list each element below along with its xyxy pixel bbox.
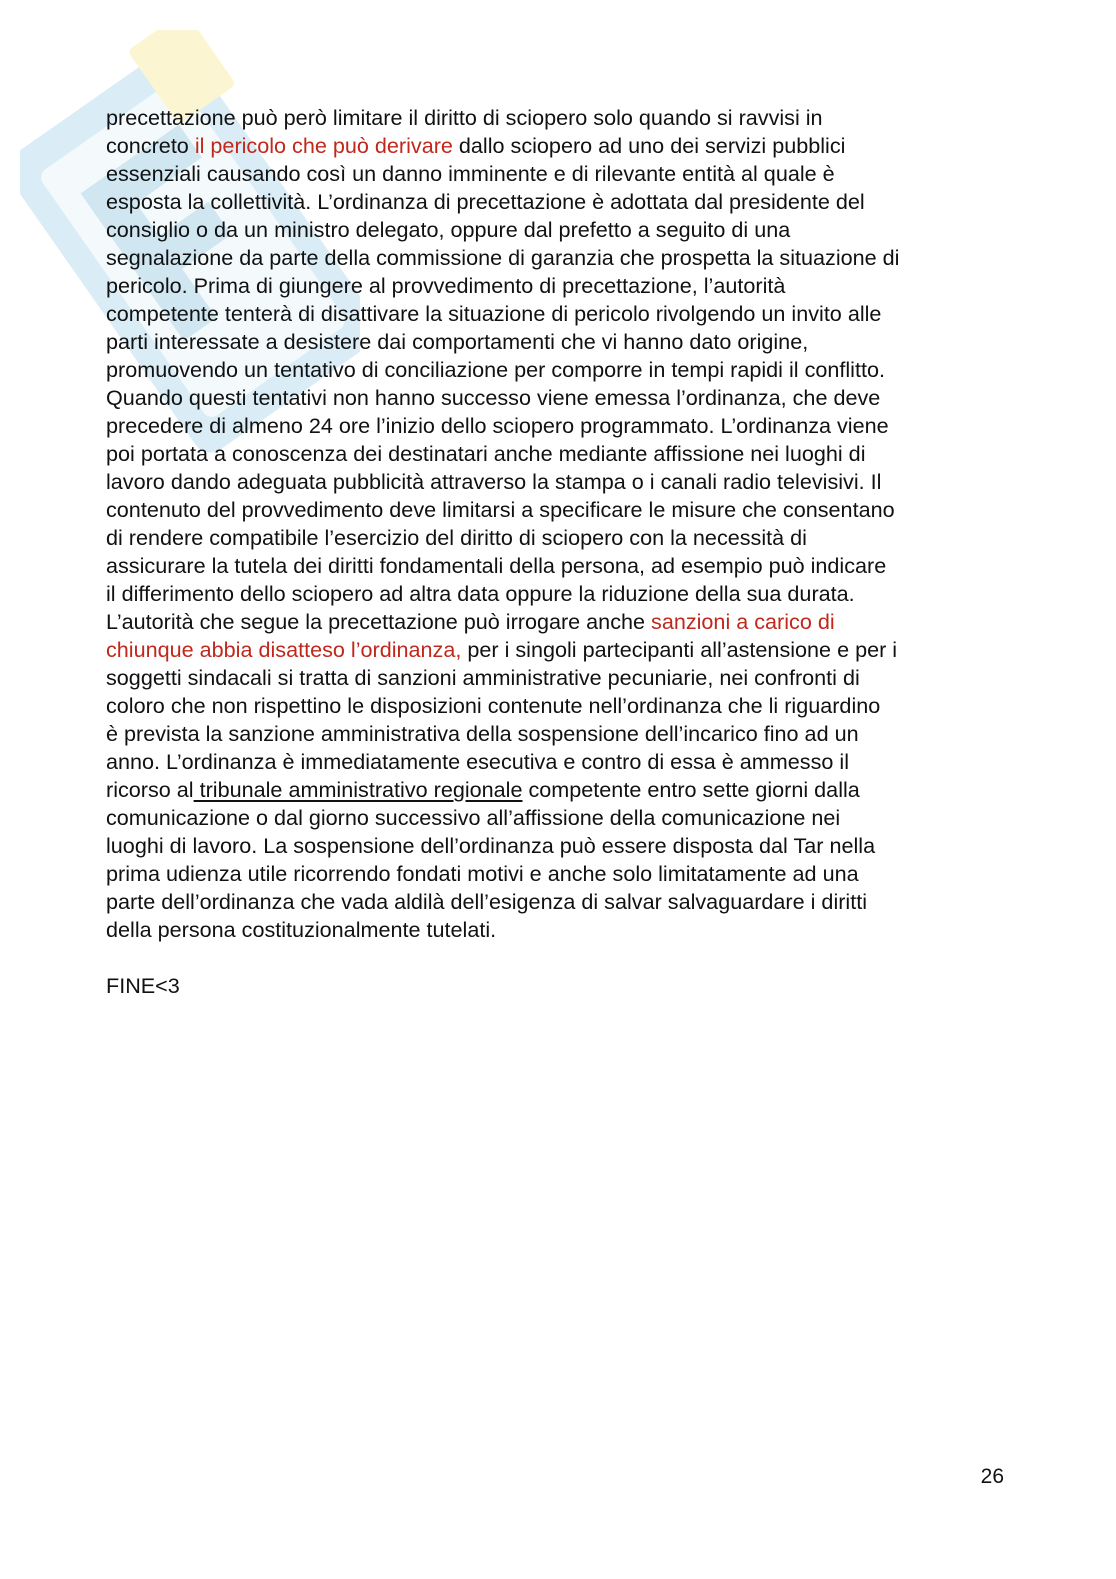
text-line: della persona costituzionalmente tutelati. bbox=[106, 917, 497, 943]
text-line: parte dell’ordinanza che vada aldilà dell’esigenza di salvar salvaguardare i diritti bbox=[106, 889, 868, 915]
text-line: esposta la collettività. L’ordinanza di precettazione è adottata dal presidente del bbox=[106, 189, 865, 215]
text-line: prima udienza utile ricorrendo fondati motivi e anche solo limitatamente ad una bbox=[106, 861, 859, 887]
text-line: coloro che non rispettino le disposizioni contenute nell’ordinanza che li riguardino bbox=[106, 693, 881, 719]
text-line: precettazione può però limitare il diritto di sciopero solo quando si ravvisi in bbox=[106, 105, 823, 130]
text-line: luoghi di lavoro. La sospensione dell’ordinanza può essere disposta dal Tar nella bbox=[106, 833, 876, 859]
text-line: essenziali causando così un danno imminente e di rilevante entità al quale è bbox=[106, 161, 835, 187]
text-line: anno. L’ordinanza è immediatamente esecutiva e contro di essa è ammesso il bbox=[106, 749, 849, 775]
text-line: chiunque abbia disatteso l’ordinanza, per i singoli partecipanti all’astensione e per i bbox=[106, 637, 898, 663]
highlighted-phrase: chiunque abbia disatteso l’ordinanza, bbox=[106, 637, 462, 663]
text-line: L’autorità che segue la precettazione può irrogare anche sanzioni a carico di bbox=[106, 609, 835, 635]
text-line: è prevista la sanzione amministrativa della sospensione dell’incarico fino ad un bbox=[106, 721, 859, 747]
underlined-phrase: tribunale amministrativo regionale bbox=[193, 777, 523, 803]
closing-text: FINE<3 bbox=[106, 973, 180, 998]
body-paragraph bbox=[106, 104, 1011, 944]
text-line: precedere di almeno 24 ore l’inizio dello sciopero programmato. L’ordinanza viene bbox=[106, 413, 889, 439]
page-number: 26 bbox=[980, 1465, 1004, 1488]
text-line: concreto il pericolo che può derivare dallo sciopero ad uno dei servizi pubblici bbox=[106, 133, 846, 159]
text-line: di rendere compatibile l’esercizio del diritto di sciopero con la necessità di bbox=[106, 525, 807, 551]
text-line: promuovendo un tentativo di conciliazione per comporre in tempi rapidi il conflitto. bbox=[106, 357, 885, 383]
text-line: comunicazione o dal giorno successivo all’affissione della comunicazione nei bbox=[106, 805, 841, 831]
text-line: assicurare la tutela dei diritti fondamentali della persona, ad esempio può indicare bbox=[106, 553, 887, 579]
text-line: ricorso al tribunale amministrativo regionale competente entro sette giorni dalla bbox=[106, 777, 860, 803]
text-line: contenuto del provvedimento deve limitarsi a specificare le misure che consentano bbox=[106, 497, 895, 523]
text-line: lavoro dando adeguata pubblicità attraverso la stampa o i canali radio televisivi. Il bbox=[106, 469, 882, 495]
text-line: competente tenterà di disattivare la situazione di pericolo rivolgendo un invito alle bbox=[106, 301, 882, 327]
text-line: poi portata a conoscenza dei destinatari anche mediante affissione nei luoghi di bbox=[106, 441, 866, 467]
text-line: consiglio o da un ministro delegato, oppure dal prefetto a seguito di una bbox=[106, 217, 791, 243]
text-line: il differimento dello sciopero ad altra data oppure la riduzione della sua durata. bbox=[106, 581, 855, 607]
text-line: Quando questi tentativi non hanno successo viene emessa l’ordinanza, che deve bbox=[106, 385, 881, 411]
highlighted-phrase: il pericolo che può derivare bbox=[194, 133, 453, 159]
text-line: pericolo. Prima di giungere al provvedimento di precettazione, l’autorità bbox=[106, 273, 786, 299]
text-line: soggetti sindacali si tratta di sanzioni amministrative pecuniarie, nei confronti di bbox=[106, 665, 860, 691]
text-line: segnalazione da parte della commissione di garanzia che prospetta la situazione di bbox=[106, 245, 900, 271]
highlighted-phrase: sanzioni a carico di bbox=[651, 609, 835, 635]
text-line: parti interessate a desistere dai comportamenti che vi hanno dato origine, bbox=[106, 329, 809, 355]
